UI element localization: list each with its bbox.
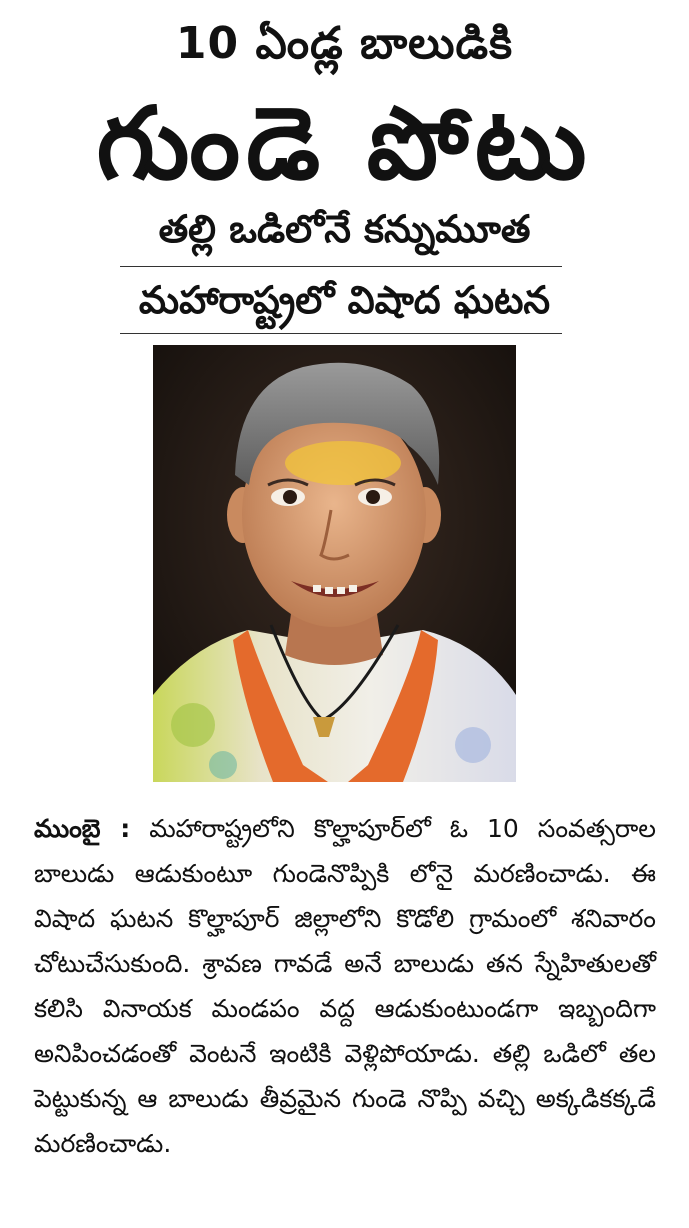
kicker-headline: 10 ఏండ్ల బాలుడికి [175,18,514,69]
dateline: ముంబై : [34,814,131,843]
article-body-text: మహారాష్ట్రలోని కొల్హాపూర్‌లో ఓ 10 సంవత్సరాల బాలుడు ఆడుకుంటూ గుండెనొప్పికి లోనై మరణించాడు. ఈ విషాద ఘటన కొల్హాపూర్ జిల్లాలోని కొడోలి గ్రామంలో శనివారం చోటుచేసుకుంది. శ్రావణ గావడే అనే బాలుడు తన స్నేహితులతో కలిసి వినాయక మండపం వద్ద ఆడుకుంటుండగా ఇబ్బందిగా అనిపించడంతో వెంటనే ఇంటికి వెళ్లిపోయాడు. తల్లి ఒడిలో తల పెట్టుకున్న ఆ బాలుడు తీవ్రమైన గుండె నొప్పి వచ్చి అక్కడికక్కడే మరణించాడు. [34,814,656,1158]
divider-bottom [120,333,562,334]
subheadline: తల్లి ఒడిలోనే కన్నుమూత [158,207,531,251]
divider-top [120,266,562,267]
main-headline: గుండె పోటు [96,85,593,202]
article-body [34,806,656,1166]
boy-portrait-illustration [153,345,516,782]
secondary-subheadline: మహారాష్ట్రలో విషాద ఘటన [138,278,551,322]
boy-photo [153,345,516,782]
